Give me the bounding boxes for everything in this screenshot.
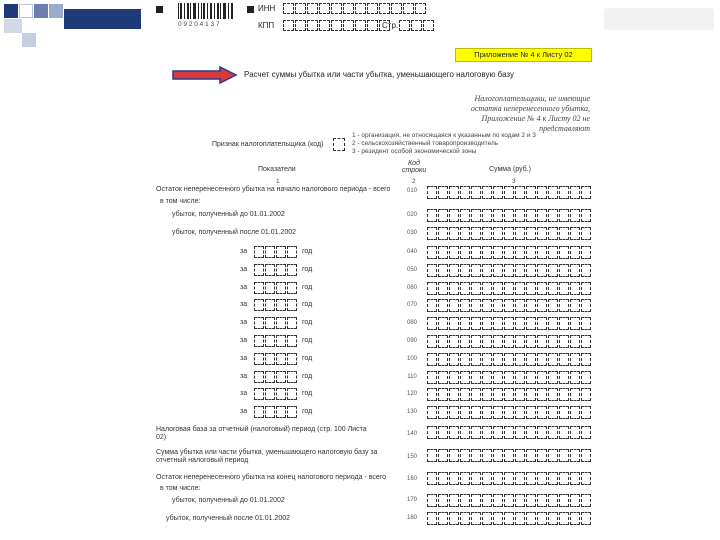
row-code: 060 bbox=[406, 285, 417, 291]
sum-field[interactable] bbox=[427, 426, 592, 439]
year-row-za: за bbox=[240, 390, 248, 397]
sum-field[interactable] bbox=[427, 186, 592, 199]
sum-field[interactable] bbox=[427, 209, 592, 222]
decor-square bbox=[4, 19, 22, 33]
year-row-god: год bbox=[302, 266, 313, 273]
year-row-za: за bbox=[240, 408, 248, 415]
sum-field[interactable] bbox=[427, 494, 592, 507]
year-row-god: год bbox=[302, 248, 313, 255]
year-field[interactable] bbox=[254, 371, 298, 383]
sum-field[interactable] bbox=[427, 264, 592, 277]
decor-square bbox=[4, 4, 18, 18]
inn-label: ИНН bbox=[258, 4, 276, 13]
sum-field[interactable] bbox=[427, 282, 592, 295]
year-field[interactable] bbox=[254, 335, 298, 347]
year-row-god: год bbox=[302, 284, 313, 291]
in-that-number: в том числе: bbox=[160, 198, 201, 205]
row-code: 080 bbox=[406, 320, 417, 326]
decor-square bbox=[19, 4, 33, 18]
row-code: 020 bbox=[406, 212, 417, 218]
taxpayer-sign-options bbox=[352, 132, 536, 156]
year-row-za: за bbox=[240, 248, 248, 255]
decor-square bbox=[34, 4, 48, 18]
row-code: 010 bbox=[406, 188, 417, 194]
decor-square bbox=[49, 4, 63, 18]
year-row-za: за bbox=[240, 337, 248, 344]
row-label: убыток, полученный до 01.01.2002 bbox=[172, 497, 285, 504]
decor-square bbox=[22, 33, 36, 47]
col-number-3: 3 bbox=[512, 178, 516, 185]
row-code: 100 bbox=[406, 356, 417, 362]
year-row-za: за bbox=[240, 319, 248, 326]
sum-field[interactable] bbox=[427, 406, 592, 419]
kpp-label: КПП bbox=[258, 21, 275, 30]
kpp-field[interactable] bbox=[283, 20, 391, 31]
barcode bbox=[178, 3, 234, 19]
sum-field[interactable] bbox=[427, 371, 592, 384]
year-field[interactable] bbox=[254, 246, 298, 258]
option-2: 2 - сельскохозяйственный товаропроизводитель bbox=[352, 140, 499, 147]
sum-field[interactable] bbox=[427, 353, 592, 366]
col-number-1: 1 bbox=[276, 178, 280, 185]
col-number-2: 2 bbox=[412, 178, 416, 185]
sum-field[interactable] bbox=[427, 388, 592, 401]
row-label: Остаток неперенесенного убытка на начало налогового периода - всего bbox=[156, 186, 391, 193]
note-line-3: Приложение № 4 к Листу 02 не представляют bbox=[481, 114, 590, 133]
row-label: Налоговая база за отчетный (налоговый) период (стр. 100 Листа 02) bbox=[156, 426, 367, 441]
in-that-number: в том числе: bbox=[160, 485, 201, 492]
col-header-code-2: строки bbox=[402, 167, 427, 174]
form-marker bbox=[247, 6, 254, 13]
corner-logo bbox=[604, 8, 714, 30]
sum-field[interactable] bbox=[427, 227, 592, 240]
year-row-za: за bbox=[240, 373, 248, 380]
row-code: 140 bbox=[406, 431, 417, 437]
slide-decoration bbox=[4, 4, 64, 18]
form-note bbox=[430, 94, 590, 134]
sum-field[interactable] bbox=[427, 299, 592, 312]
row-label: Сумма убытка или части убытка, уменьшающего налоговую базу за отчетный налоговый период bbox=[156, 449, 378, 464]
form-marker bbox=[156, 6, 163, 13]
row-code: 070 bbox=[406, 302, 417, 308]
sum-field[interactable] bbox=[427, 449, 592, 462]
sum-field[interactable] bbox=[427, 246, 592, 259]
col-header-sum: Сумма (руб.) bbox=[489, 166, 531, 173]
row-code: 040 bbox=[406, 249, 417, 255]
row-code: 170 bbox=[406, 497, 417, 503]
arrow-right-icon bbox=[172, 66, 238, 84]
row-code: 030 bbox=[406, 230, 417, 236]
page-field[interactable] bbox=[399, 20, 435, 31]
year-field[interactable] bbox=[254, 299, 298, 311]
year-field[interactable] bbox=[254, 353, 298, 365]
year-row-god: год bbox=[302, 319, 313, 326]
appendix-label: Приложение № 4 к Листу 02 bbox=[455, 48, 592, 62]
year-row-god: год bbox=[302, 337, 313, 344]
note-line-1: Налогоплательщики, не имеющие bbox=[474, 94, 590, 103]
row-code: 160 bbox=[406, 476, 417, 482]
year-field[interactable] bbox=[254, 406, 298, 418]
row-label: Остаток неперенесенного убытка на конец налогового периода - всего bbox=[156, 474, 387, 481]
year-row-za: за bbox=[240, 284, 248, 291]
barcode-number: 0 9 2 0 4 1 3 7 bbox=[178, 21, 220, 28]
taxpayer-sign-field[interactable] bbox=[333, 138, 345, 151]
row-code: 110 bbox=[407, 374, 417, 380]
page-label: Стр. bbox=[382, 21, 399, 30]
year-row-god: год bbox=[302, 390, 313, 397]
row-label: убыток, полученный после 01.01.2002 bbox=[166, 515, 291, 522]
row-code: 090 bbox=[406, 338, 417, 344]
year-field[interactable] bbox=[254, 282, 298, 294]
row-code: 120 bbox=[406, 391, 417, 397]
note-line-2: остатка неперенесенного убытка, bbox=[470, 104, 590, 113]
year-field[interactable] bbox=[254, 264, 298, 276]
year-row-za: за bbox=[240, 355, 248, 362]
year-row-god: год bbox=[302, 301, 313, 308]
year-row-god: год bbox=[302, 408, 313, 415]
row-code: 180 bbox=[406, 515, 417, 521]
sum-field[interactable] bbox=[427, 335, 592, 348]
row-code: 130 bbox=[406, 409, 417, 415]
year-row-god: год bbox=[302, 355, 313, 362]
option-1: 1 - организация, не относящаяся к указанным по кодам 2 и 3 bbox=[352, 132, 536, 139]
year-row-god: год bbox=[302, 373, 313, 380]
row-code: 050 bbox=[406, 267, 417, 273]
year-row-za: за bbox=[240, 301, 248, 308]
year-field[interactable] bbox=[254, 388, 298, 400]
row-label: убыток, полученный до 01.01.2002 bbox=[172, 211, 285, 218]
form-title: Расчет суммы убытка или части убытка, уменьшающего налоговую базу bbox=[244, 70, 515, 79]
row-label: убыток, полученный после 01.01.2002 bbox=[172, 229, 297, 236]
taxpayer-sign-label: Признак налогоплательщика (код) bbox=[212, 141, 324, 148]
inn-field[interactable] bbox=[283, 3, 427, 14]
col-header-code bbox=[402, 160, 426, 174]
sum-field[interactable] bbox=[427, 317, 592, 330]
col-header-indicators: Показатели bbox=[258, 166, 296, 173]
option-3: 3 - резидент особой экономической зоны bbox=[352, 148, 477, 155]
year-row-za: за bbox=[240, 266, 248, 273]
sum-field[interactable] bbox=[427, 472, 592, 485]
sum-field[interactable] bbox=[427, 512, 592, 525]
decor-bar bbox=[64, 9, 141, 29]
col-header-code-1: Код bbox=[408, 160, 420, 167]
year-field[interactable] bbox=[254, 317, 298, 329]
row-code: 150 bbox=[406, 454, 417, 460]
